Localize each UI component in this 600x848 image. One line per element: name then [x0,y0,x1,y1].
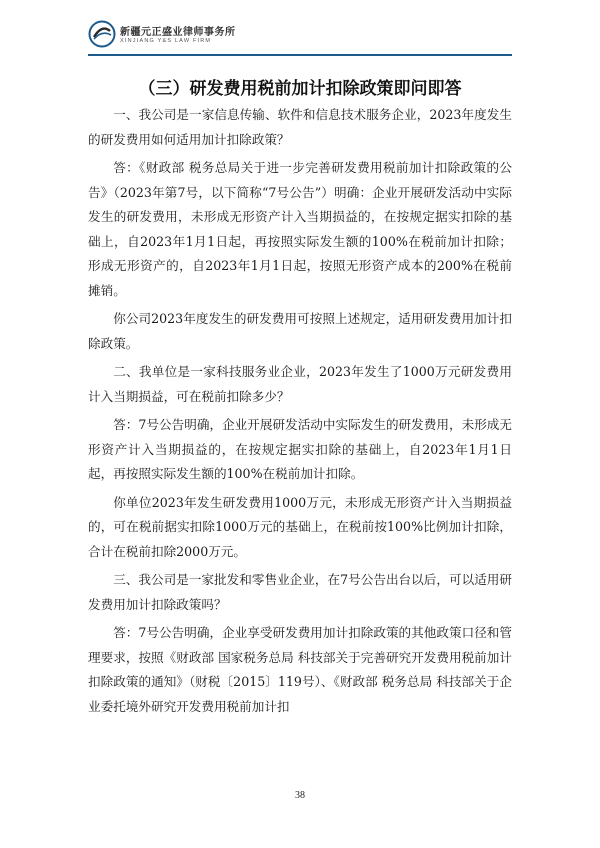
question-2: 二、我单位是一家科技服务业企业，2023年发生了1000万元研发费用计入当期损益，可在税前扣除多少？ [88,364,512,404]
answer-3: 答：7号公告明确，企业享受研发费用加计扣除政策的其他政策口径和管理要求，按照《财政部 国家税务总局 科技部关于完善研究开发费用税前加计扣除政策的通知》（财税〔2015〕119号）、《财政部 税务总局 科技部关于企业委托境外研究开发费用税前加计扣 [88,625,512,714]
letterhead [88,18,268,52]
answer-2-conclusion: 你单位2023年发生研发费用1000万元，未形成无形资产计入当期损益的，可在税前据实扣除1000万元的基础上，在税前按100%比例加计扣除，合计在税前扣除2000万元。 [88,494,512,559]
body-text [88,103,512,723]
answer-1-conclusion: 你公司2023年度发生的研发费用可按照上述规定，适用研发费用加计扣除政策。 [88,311,512,351]
answer-1: 答：《财政部 税务总局关于进一步完善研发费用税前加计扣除政策的公告》（2023年第7号，以下简称“7号公告”）明确：企业开展研发活动中实际发生的研发费用，未形成无形资产计入当期损益的，在按规定据实扣除的基础上，自2023年1月1日起，再按照实际发生额的100%在税前加计扣除；形成无形资产的，自2023年1月1日起，按照无形资产成本的200%在税前摊销。 [88,160,512,298]
firm-name-english: XINJIANG Y&S LAW FIRM [120,38,212,44]
question-3: 三、我公司是一家批发和零售业企业，在7号公告出台以后，可以适用研发费用加计扣除政策吗？ [88,572,512,612]
header-divider [88,54,512,56]
question-1: 一、我公司是一家信息传输、软件和信息技术服务企业，2023年度发生的研发费用如何适用加计扣除政策？ [88,107,512,147]
firm-logo-icon [88,20,116,48]
firm-name-chinese: 新疆元正盛业律师事务所 [120,27,236,38]
page-number: 38 [295,790,305,801]
section-title: （三）研发费用税前加计扣除政策即问即答 [138,79,462,99]
answer-2: 答：7号公告明确，企业开展研发活动中实际发生的研发费用，未形成无形资产计入当期损益的，在按规定据实扣除的基础上，自2023年1月1日起，再按照实际发生额的100%在税前加计扣除。 [88,417,512,481]
